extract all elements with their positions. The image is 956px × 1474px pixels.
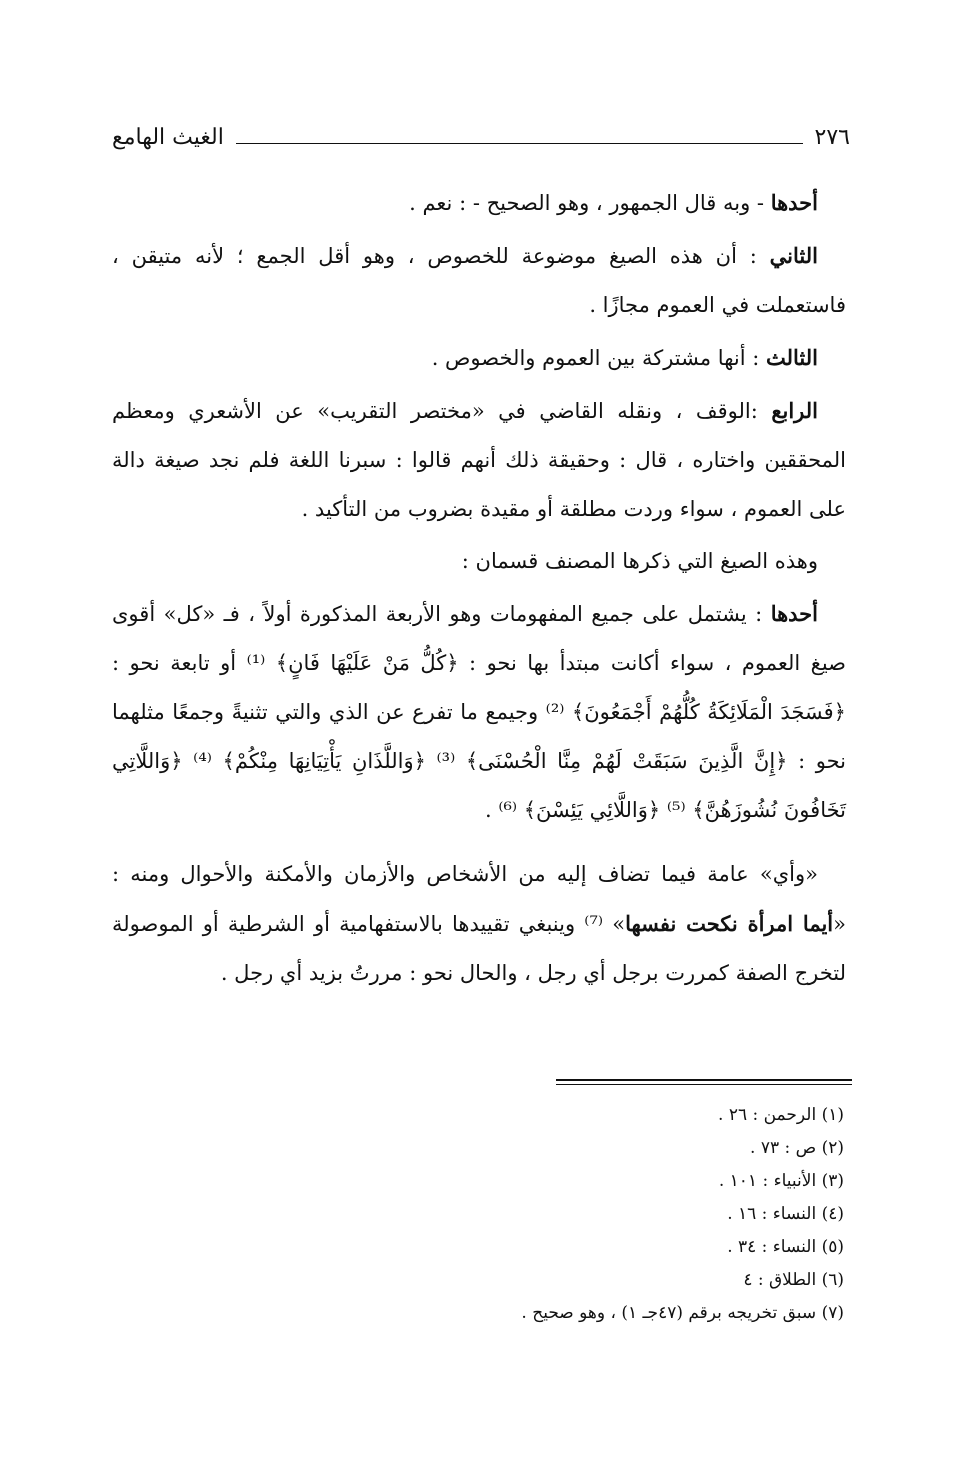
- paragraph-first-type: [112, 589, 846, 835]
- footnote-item: (١) الرحمن : ٢٦ .: [718, 1105, 844, 1125]
- paragraph-gap: [112, 838, 846, 850]
- paragraph-label: الثالث: [766, 345, 818, 370]
- paragraph-two-types: [112, 537, 846, 586]
- paragraph-text: :الوقف ، ونقله القاضي في «مختصر التقريب» عن الأشعري ومعظم المحققين واختاره ، قال : وحقيقة ذلك أنهم قالوا : سبرنا اللغة فلم نجد صيغة دالة على العموم ، سواء وردت مطلقة أو مقيدة بضروب من التأكيد .: [112, 399, 846, 521]
- footnote-item: (٤) النساء : ١٦ .: [727, 1204, 844, 1224]
- paragraph-text: وهذه الصيغ التي ذكرها المصنف قسمان :: [461, 549, 818, 573]
- book-title: الغيث الهامع: [112, 124, 224, 150]
- footnote-item: (٢) ص : ٧٣ .: [750, 1138, 844, 1158]
- footnote-item: (٧) سبق تخريجه برقم (٤٧جـ ١) ، وهو صحيح .: [521, 1303, 844, 1323]
- paragraph-text: «وأي» عامة فيما تضاف إليه من الأشخاص والأزمان والأمكنة والأحوال ومنه : «: [112, 862, 846, 936]
- paragraph-fourth-opinion: [112, 386, 846, 534]
- paragraph-third-opinion: [112, 333, 846, 383]
- paragraph-label: الرابع: [771, 398, 818, 423]
- paragraph-second-opinion: [112, 231, 846, 330]
- paragraph-first-opinion: [112, 178, 846, 228]
- paragraph-label: الثاني: [769, 243, 818, 268]
- footnotes: [460, 1099, 844, 1330]
- hadith-quote: أيما امرأة نكحت نفسها: [625, 911, 834, 936]
- footnote-item: (٣) الأنبياء : ١٠١ .: [718, 1171, 844, 1191]
- paragraph-label: أحدها: [770, 601, 818, 626]
- header-rule: [236, 143, 803, 144]
- footnote-item: (٦) الطلاق : ٤: [743, 1270, 844, 1290]
- paragraph-ayy: [112, 850, 846, 998]
- main-text: [112, 178, 846, 1001]
- paragraph-text: - وبه قال الجمهور ، وهو الصحيح - : نعم .: [409, 191, 771, 215]
- running-header: [112, 120, 850, 154]
- paragraph-text: : يشتمل على جميع المفهومات وهو الأربعة المذكورة أولاً ، فـ «كل» أقوى صيغ العموم ، سواء أكانت مبتدأ بها نحو : ﴿كُلُّ مَنْ عَلَيْهَا فَانٍ﴾ ⁽¹⁾ أو تابعة نحو : ﴿فَسَجَدَ الْمَلَائِكَةُ كُلُّهُمْ أَجْمَعُونَ﴾ ⁽²⁾ وجيمع ما تفرع عن الذي والتي تثنيةً وجمعًا مثلهما نحو : ﴿إِنَّ الَّذِينَ سَبَقَتْ لَهُمْ مِنَّا الْحُسْنَى﴾ ⁽³⁾ ﴿وَاللَّذَانِ يَأْتِيَانِهَا مِنْكُمْ﴾ ⁽⁴⁾ ﴿وَاللَّاتِي تَخَافُونَ نُشُوزَهُنَّ﴾ ⁽⁵⁾ ﴿وَاللَّائِي يَئِسْنَ﴾ ⁽⁶⁾ .: [112, 602, 847, 822]
- footnote-item: (٥) النساء : ٣٤ .: [727, 1237, 844, 1257]
- paragraph-text: : أنها مشتركة بين العموم والخصوص .: [431, 346, 766, 370]
- paragraph-text: » ⁽⁷⁾ وينبغي تقييدها بالاستفهامية أو الشرطية أو الموصولة لتخرج الصفة كمررت برجل أي رجل ، والحال نحو : مررتُ بزيد أي رجل .: [112, 912, 846, 985]
- footnote-separator: [556, 1079, 852, 1085]
- paragraph-text: : أن هذه الصيغ موضوعة للخصوص ، وهو أقل الجمع ؛ لأنه متيقن ، فاستعملت في العموم مجازًا .: [112, 244, 846, 317]
- page-number: ٢٧٦: [814, 124, 850, 150]
- paragraph-label: أحدها: [770, 190, 818, 215]
